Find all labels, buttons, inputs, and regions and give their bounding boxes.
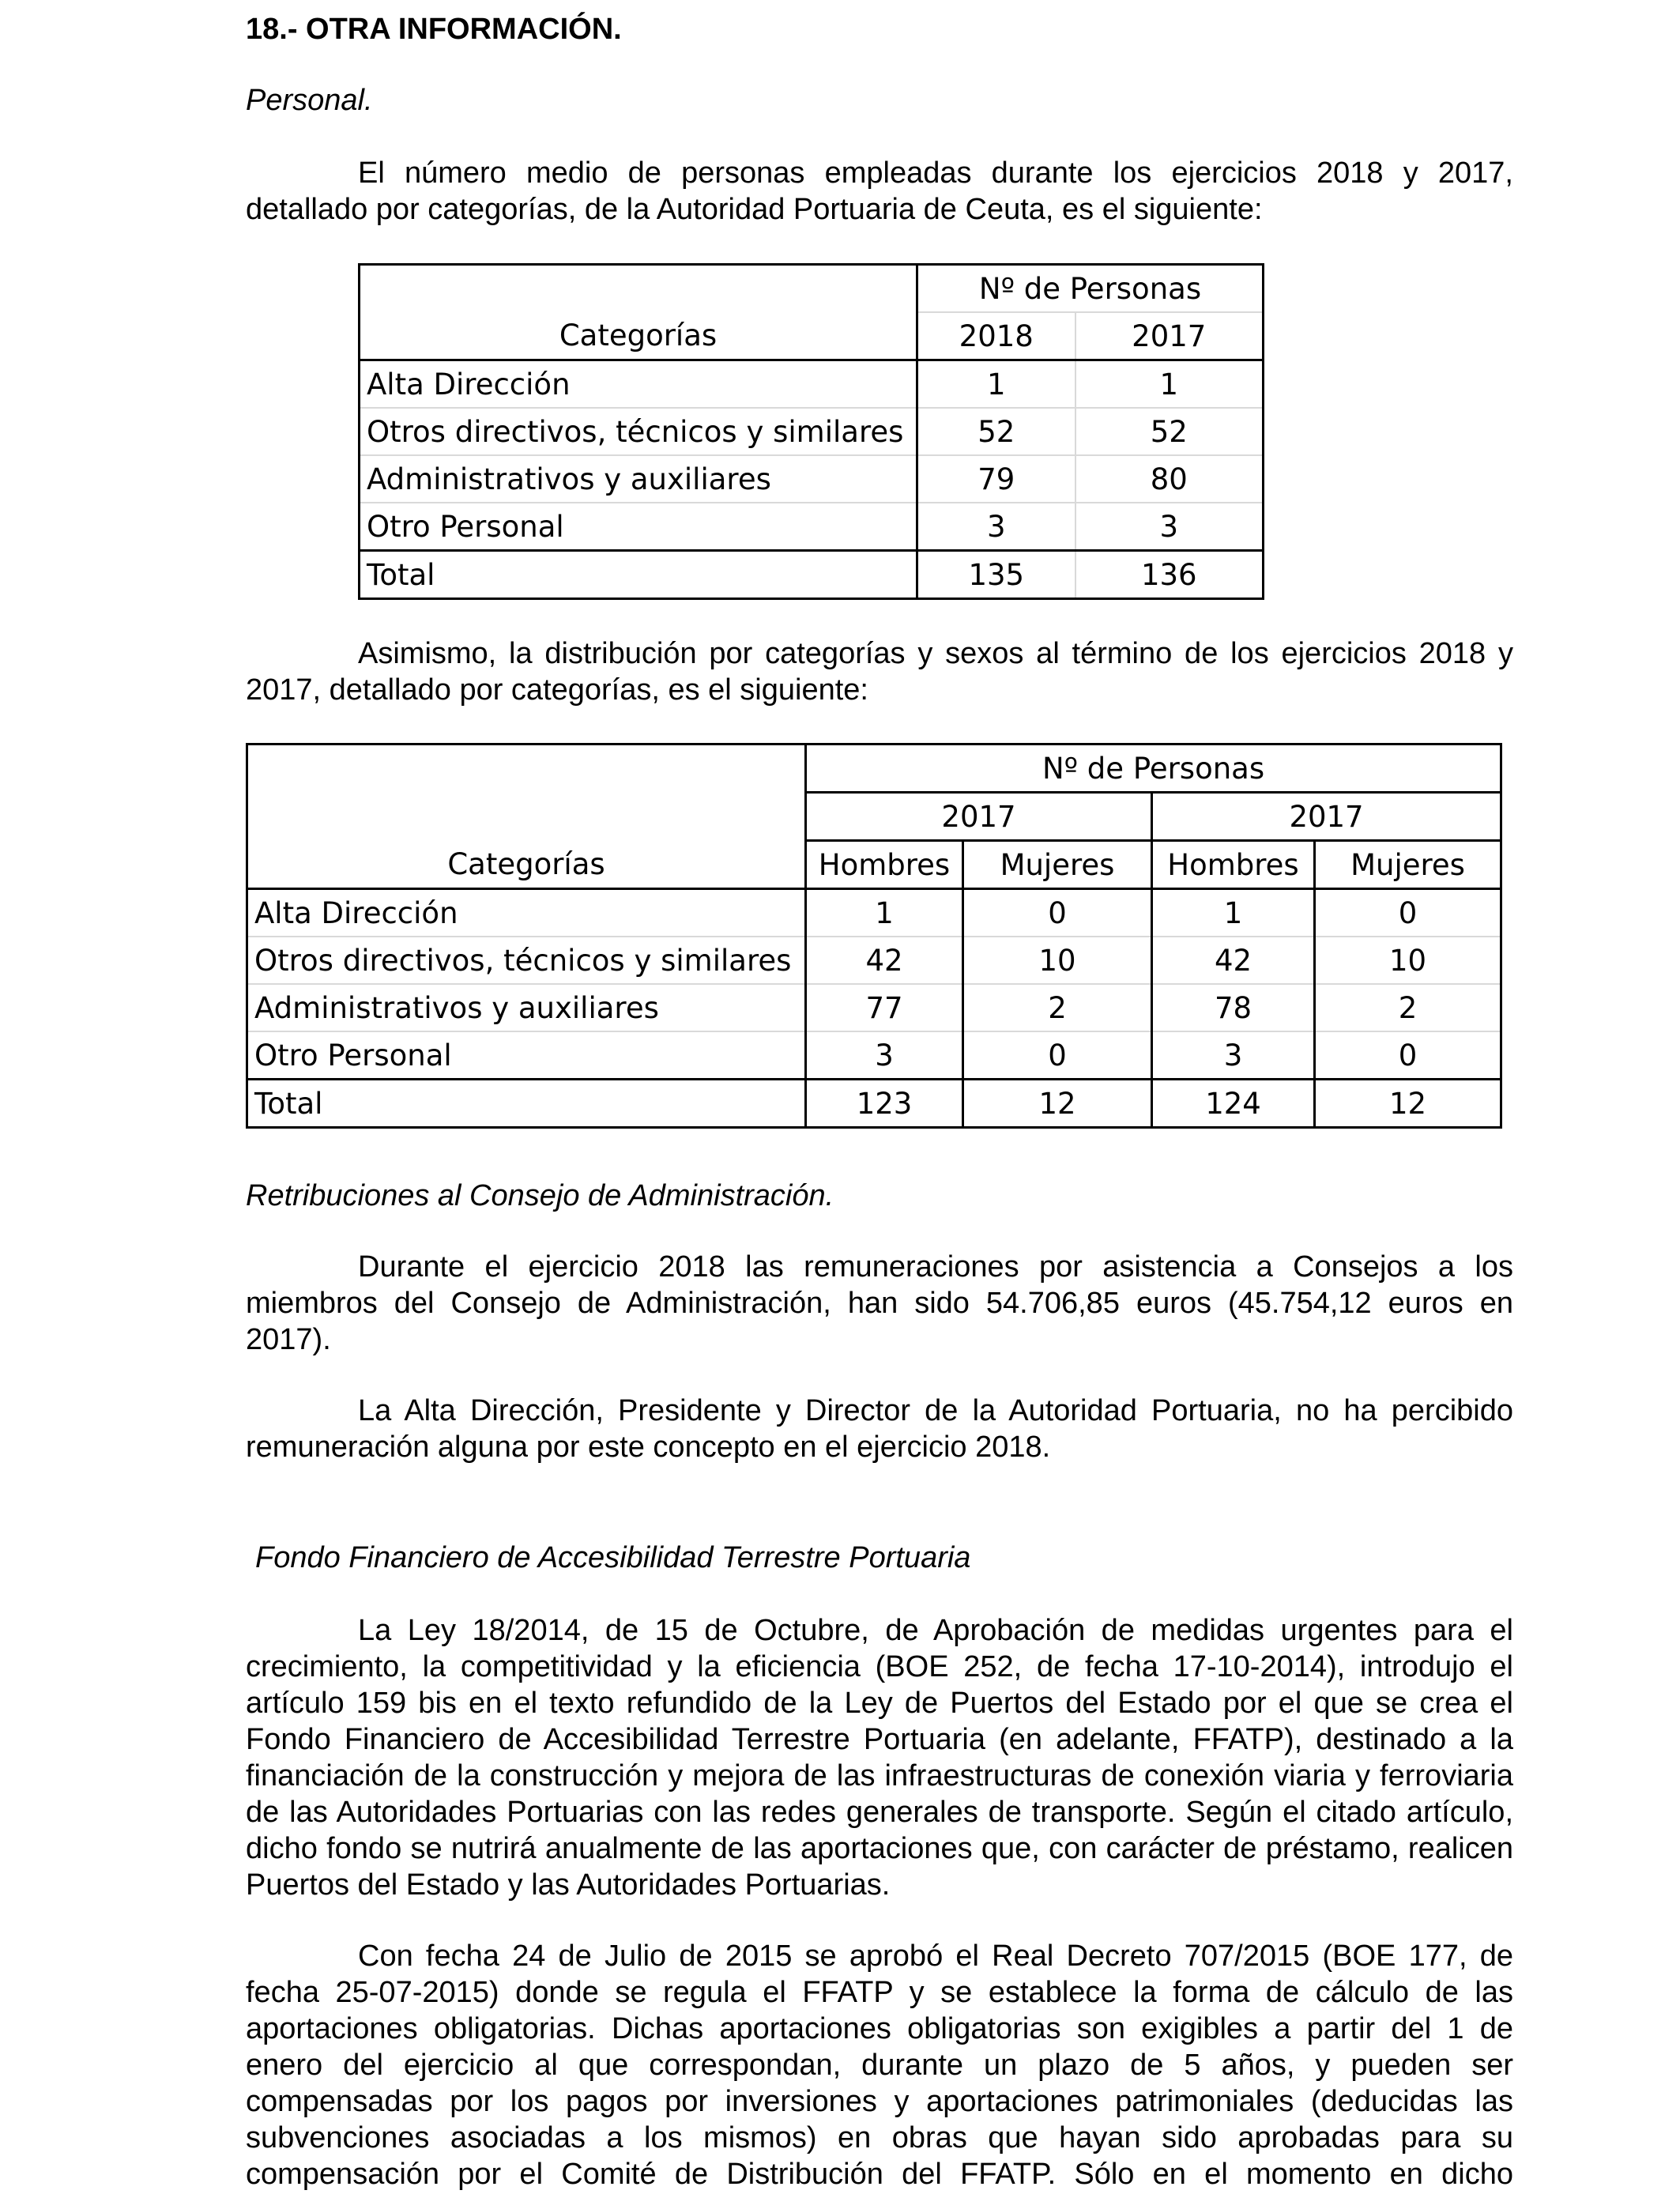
category-header: Categorías: [247, 841, 806, 889]
table-header-row: [247, 793, 1501, 841]
table-row: Administrativos y auxiliares 77 2 78 2: [247, 984, 1501, 1031]
table-header-row: [360, 265, 1264, 313]
paragraph-real-decreto: Con fecha 24 de Julio de 2015 se aprobó el Real Decreto 707/2015 (BOE 177, de fecha 25-07-2015) donde se regula el FFATP y se establece la forma de cálculo de las aportaciones obligatorias. Dichas aportaciones obligatorias son exigibles a partir del 1 de enero del ejercicio al que correspondan, durante un plazo de 5 años, y pueden ser compensadas por los pagos por inversiones y aportaciones patrimoniales (deducidas las subvenciones asociadas a los mismos) en obras que hayan sido aprobadas para su compensación por el Comité de Distribución del FFATP. Sólo en el momento en dicho: [246, 1940, 1513, 2191]
paragraph-alta-direccion: La Alta Dirección, Presidente y Director de la Autoridad Portuaria, no ha percibido remuneración alguna por este concepto en el ejercicio 2018.: [246, 1394, 1513, 1464]
year-header: 2018: [917, 312, 1075, 360]
year-header: 2017: [1152, 793, 1501, 841]
table-header-row: [360, 312, 1264, 360]
paragraph-remuneraciones: Durante el ejercicio 2018 las remuneraciones por asistencia a Consejos a los miembros del Consejo de Administración, han sido 54.706,85 euros (45.754,12 euros en 2017).: [246, 1250, 1513, 1356]
paragraph-distribution-intro: Asimismo, la distribución por categorías y sexos al término de los ejercicios 2018 y 2017, detallado por categorías, es el siguiente:: [246, 637, 1513, 707]
subsection-personal: Personal.: [246, 84, 373, 117]
group-header: Nº de Personas: [917, 265, 1264, 313]
table-header-row: [247, 745, 1501, 793]
table-total-row: Total 135 136: [360, 551, 1264, 599]
subsection-retribuciones: Retribuciones al Consejo de Administración.: [246, 1179, 834, 1212]
table-total-row: Total 123 12 124 12: [247, 1080, 1501, 1128]
subsection-fondo: Fondo Financiero de Accesibilidad Terrestre Portuaria: [255, 1541, 971, 1574]
table-header-row: [247, 841, 1501, 889]
table-row: Otros directivos, técnicos y similares 52 52: [360, 408, 1264, 455]
category-header: Categorías: [360, 312, 917, 360]
employees-table: [358, 263, 1264, 600]
table-row: Administrativos y auxiliares 79 80: [360, 455, 1264, 503]
table-row: Otro Personal 3 0 3 0: [247, 1031, 1501, 1080]
sex-header: Mujeres: [963, 841, 1152, 889]
section-heading: 18.- OTRA INFORMACIÓN.: [246, 13, 622, 46]
gender-distribution-table: [246, 743, 1502, 1129]
sex-header: Hombres: [1152, 841, 1315, 889]
table-row: Alta Dirección 1 1: [360, 360, 1264, 409]
paragraph-ley: La Ley 18/2014, de 15 de Octubre, de Aprobación de medidas urgentes para el crecimiento, la competitividad y la eficiencia (BOE 252, de fecha 17-10-2014), introdujo el artículo 159 bis en el texto refundido de la Ley de Puertos del Estado por el que se crea el Fondo Financiero de Accesibilidad Terrestre Portuaria (en adelante, FFATP), destinado a la financiación de la construcción y mejora de las infraestructuras de conexión viaria y ferroviaria de las Autoridades Portuarias con las redes generales de transporte. Según el citado artículo, dicho fondo se nutrirá anualmente de las aportaciones que, con carácter de préstamo, realicen Puertos del Estado y las Autoridades Portuarias.: [246, 1614, 1513, 1902]
table-row: Otro Personal 3 3: [360, 503, 1264, 551]
sex-header: Mujeres: [1315, 841, 1501, 889]
paragraph-employees-intro: El número medio de personas empleadas durante los ejercicios 2018 y 2017, detallado por categorías, de la Autoridad Portuaria de Ceuta, es el siguiente:: [246, 156, 1513, 226]
sex-header: Hombres: [806, 841, 963, 889]
year-header: 2017: [806, 793, 1152, 841]
table-row: Otros directivos, técnicos y similares 42 10 42 10: [247, 937, 1501, 984]
group-header: Nº de Personas: [806, 745, 1501, 793]
year-header: 2017: [1075, 312, 1264, 360]
table-row: Alta Dirección 1 0 1 0: [247, 889, 1501, 937]
